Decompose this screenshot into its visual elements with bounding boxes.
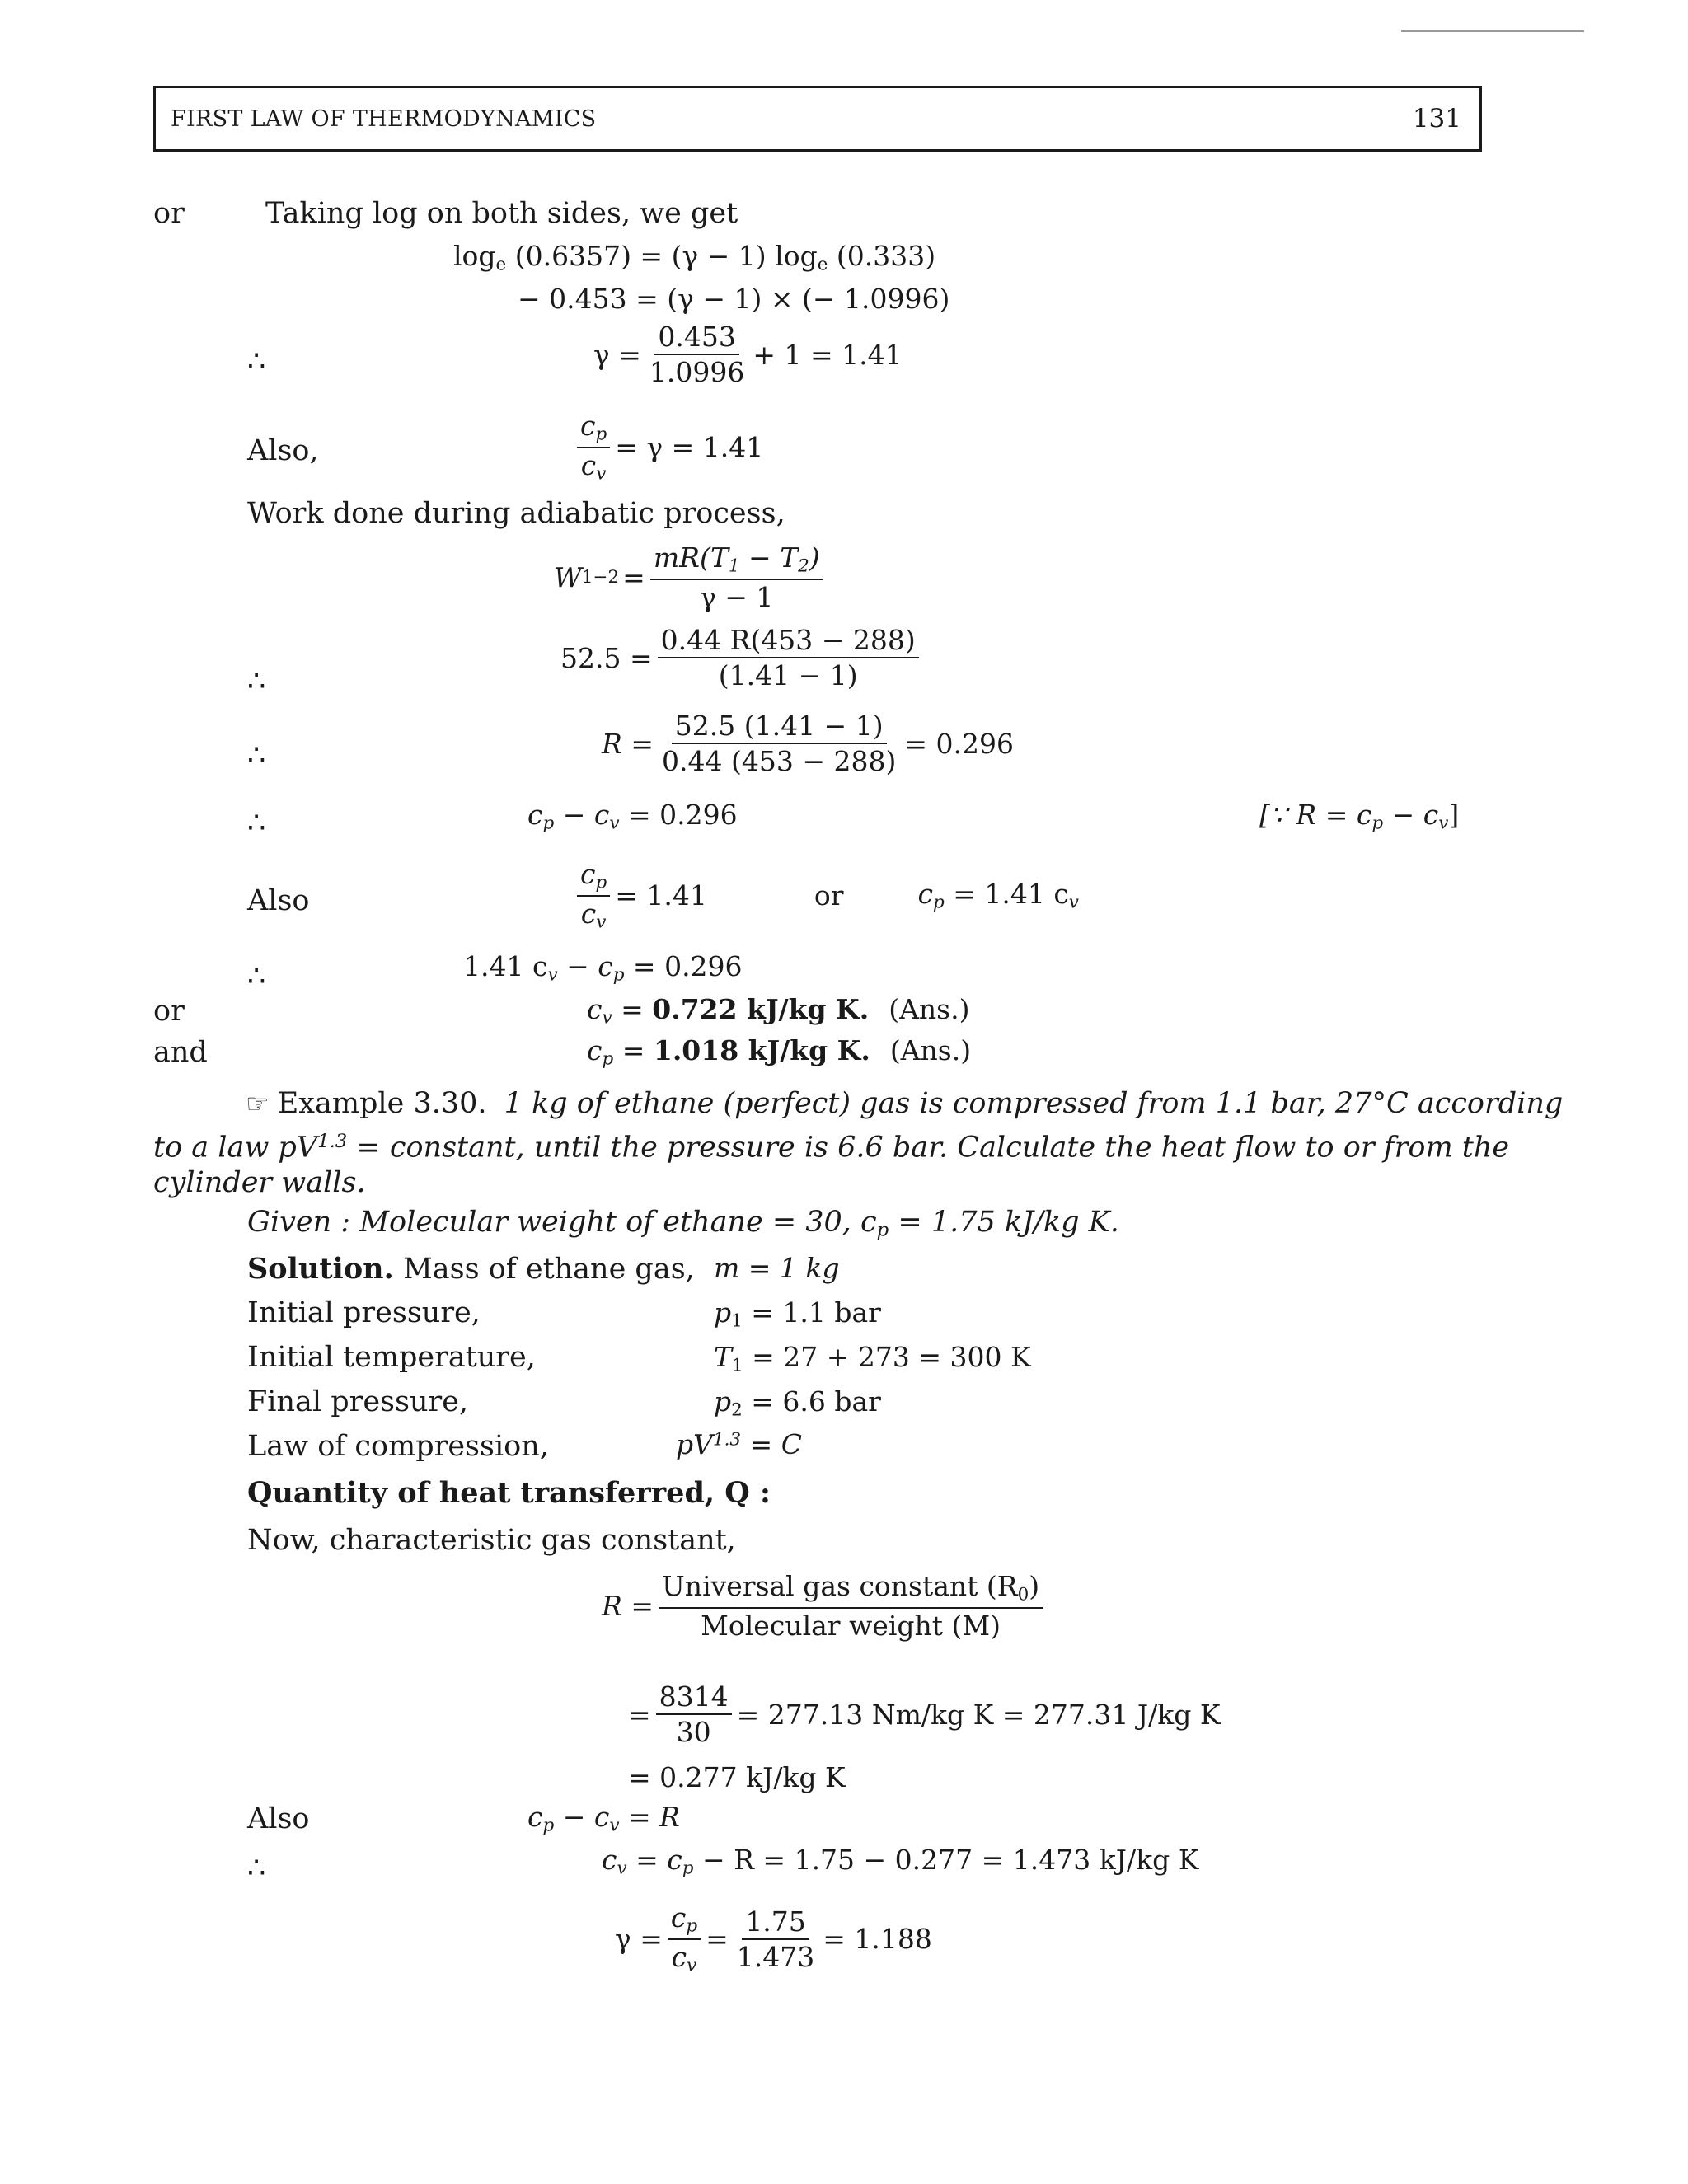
note-R-relation: [∵ $R = c_p - c_v$]	[1259, 799, 1460, 834]
therefore-5: ∴	[247, 960, 266, 993]
eq-gamma-final: γ = $\frac{c_p}{c_v}$ = $\frac{1.75}{1.473}$ = 1.188	[615, 1901, 932, 1976]
eq-cp-cv-gamma: $\frac{c_p}{c_v}$ = γ = 1.41	[572, 412, 763, 483]
therefore-4: ∴	[247, 807, 266, 840]
label-or-1: or	[153, 197, 185, 230]
eq-cp-cv-R: $c_p - c_v = R$	[528, 1801, 680, 1836]
pointing-hand-icon: ☞	[246, 1088, 270, 1119]
label-also-2: Also	[247, 884, 310, 917]
chapter-title: FIRST LAW OF THERMODYNAMICS	[171, 105, 597, 132]
eq-0-277: = 0.277 kJ/kg K	[628, 1761, 846, 1793]
law-label: Law of compression,	[247, 1430, 549, 1463]
page-number: 131	[1412, 104, 1461, 134]
eq-gamma: γ = $\frac{0.453}{1.0996}$ + 1 = 1.41	[593, 321, 903, 388]
p2-label: Final pressure,	[247, 1385, 469, 1418]
heat-heading: Quantity of heat transferred, Q :	[247, 1476, 771, 1510]
eq-log: $\log_e (0.6357) = (\gamma - 1)$ $\log_e (0.333)$	[453, 240, 936, 275]
label-also-1: Also,	[247, 434, 319, 467]
eq-R: R = $\frac{52.5 (1.41 - 1)}{0.44 (453 - 288)}$ = 0.296	[602, 710, 1014, 777]
solution-mass-value: m = 1 kg	[714, 1252, 840, 1284]
example-given: Given : Molecular weight of ethane = 30, $c_p = 1.75$ kJ/kg K.	[247, 1206, 1119, 1241]
now-text: Now, characteristic gas constant,	[247, 1524, 736, 1557]
work-done-text: Work done during adiabatic process,	[247, 497, 785, 530]
law-value: $pV^{1.3} = C$	[676, 1428, 802, 1460]
t1-label: Initial temperature,	[247, 1341, 536, 1374]
example-line-3: cylinder walls.	[153, 1166, 366, 1199]
eq-cv-calc: $c_v = c_p - R = 1.75 - 0.277 = 1.473$ kJ/kg K	[602, 1844, 1199, 1879]
label-or-2: or	[153, 995, 185, 1028]
eq-cp-result: $c_p = 1.018$ kJ/kg K. (Ans.)	[587, 1034, 972, 1070]
therefore-1: ∴	[247, 345, 266, 378]
label-also-3: Also	[247, 1802, 310, 1835]
eq-cv-result: $c_v = 0.722$ kJ/kg K. (Ans.)	[587, 993, 970, 1029]
eq-work: W 1−2 = $\frac{mR(T_1 - T_2)}{\gamma - 1}$	[554, 544, 828, 611]
eq-ratio: $\frac{c_p}{c_v}$ = 1.41 or $c_p = 1.41$ $c_v$	[572, 860, 1079, 931]
therefore-2: ∴	[247, 665, 266, 698]
eq-neg-log: − 0.453 = (γ − 1) × (− 1.0996)	[518, 283, 950, 315]
therefore-3: ∴	[247, 739, 266, 772]
taking-log-text: Taking log on both sides, we get	[265, 197, 738, 230]
example-line-1: ☞ Example 3.30. 1 kg of ethane (perfect) gas is compressed from 1.1 bar, 27°C according	[246, 1087, 1564, 1120]
example-line-2: to a law $pV^{1.3}$ = constant, until the pressure is 6.6 bar. Calculate the heat flow to or from the	[153, 1131, 1510, 1165]
eq-8314: = $\frac{8314}{30}$ = 277.13 Nm/kg K = 277.31 J/kg K	[628, 1680, 1221, 1748]
therefore-6: ∴	[247, 1852, 266, 1885]
t1-value: $T_1 = 27 + 273 = 300$ K	[714, 1341, 1031, 1376]
eq-141: 1.41 $c_v - c_p = 0.296$	[463, 950, 743, 986]
eq-52-5: 52.5 = $\frac{0.44 R(453 - 288)}{(1.41 - 1)}$	[560, 626, 924, 689]
p2-value: $p_2 = 6.6$ bar	[714, 1385, 881, 1421]
page-edge-rule	[1401, 30, 1584, 32]
label-and: and	[153, 1036, 208, 1069]
eq-R-universal: R = $\frac{Universal gas constant (R_0)}{\text{Molecular weight (M)}}$	[602, 1572, 1048, 1639]
p1-value: $p_1 = 1.1$ bar	[714, 1296, 881, 1332]
running-header	[153, 86, 1482, 152]
p1-label: Initial pressure,	[247, 1296, 481, 1329]
solution-mass: Solution. Mass of ethane gas,	[247, 1252, 695, 1286]
eq-cp-minus-cv: $c_p - c_v = 0.296$	[528, 799, 738, 834]
